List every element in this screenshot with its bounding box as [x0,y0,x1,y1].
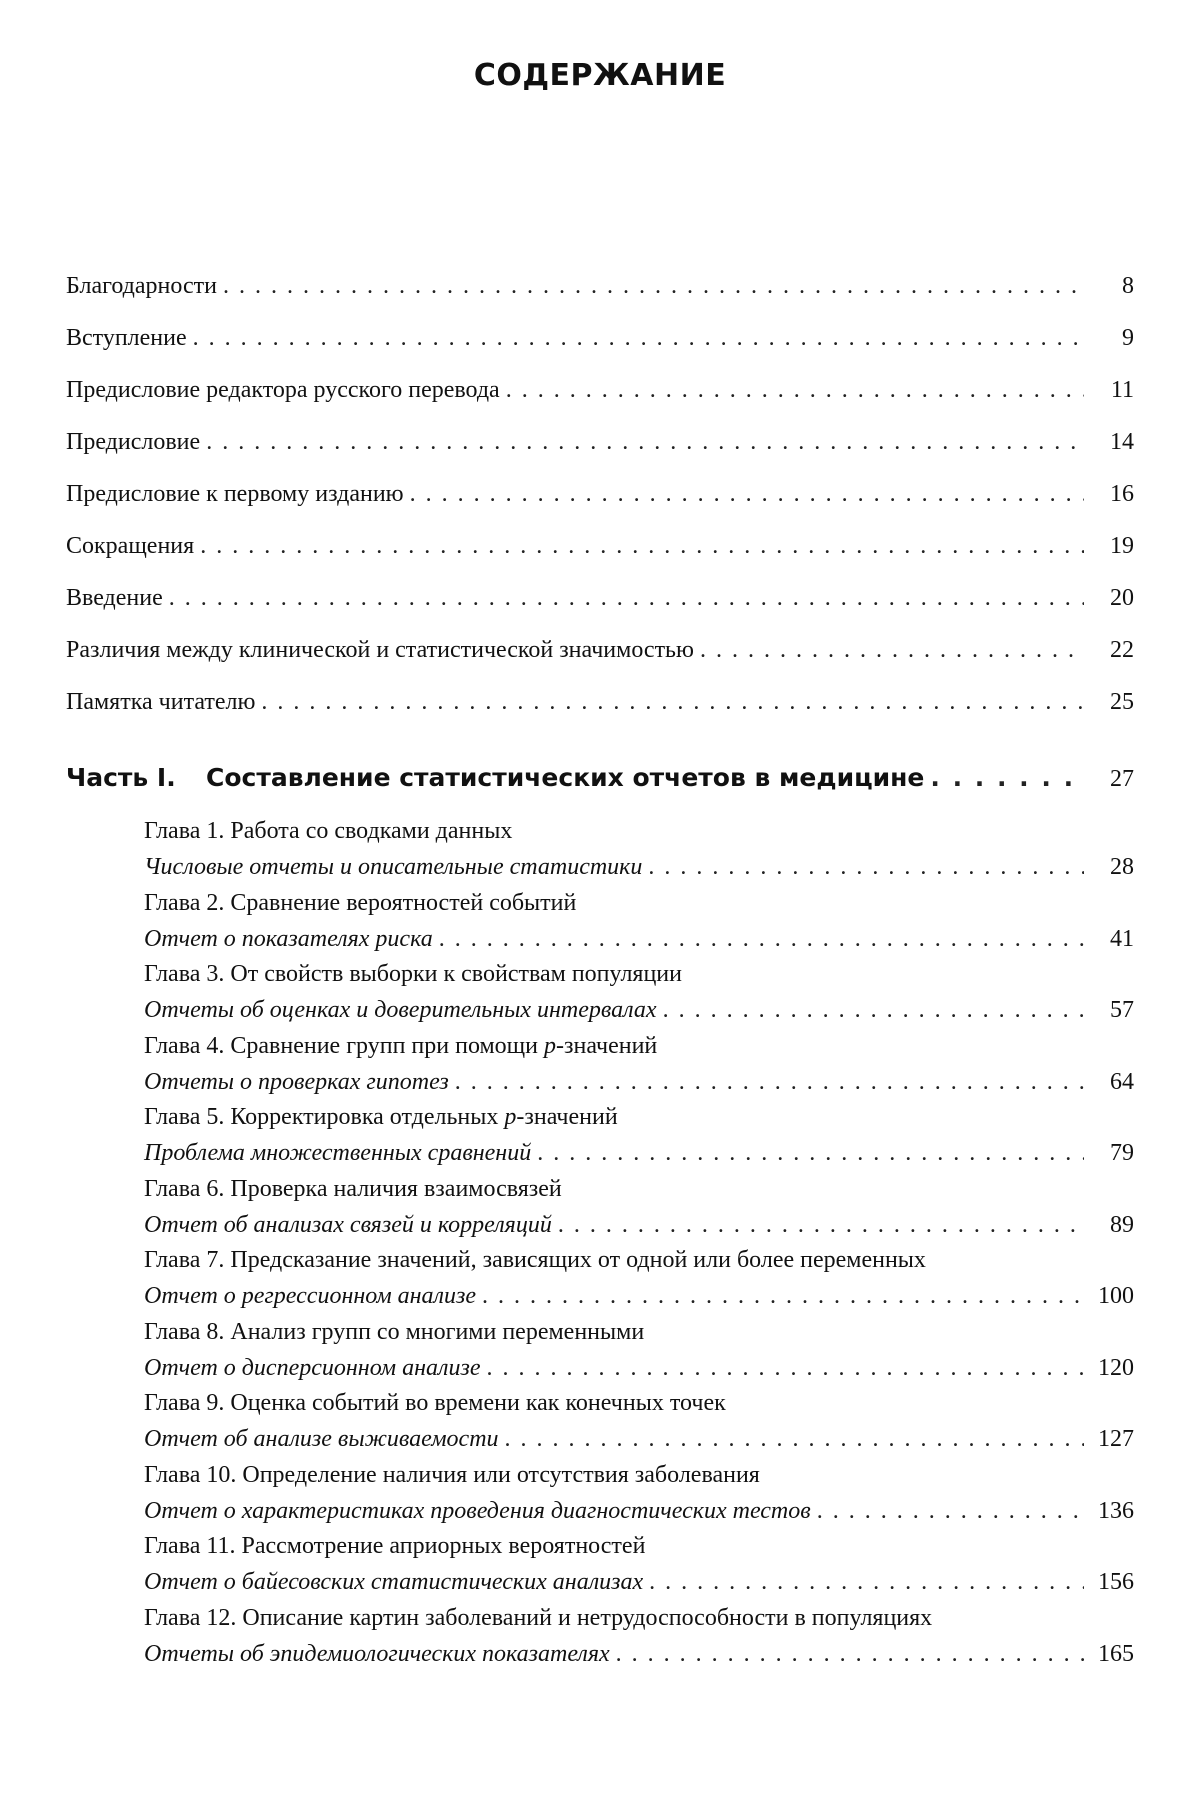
chapter-subtitle: Проблема множественных сравнений [144,1140,532,1166]
chapter-title [144,1319,644,1346]
chapter-entry [144,1212,1134,1239]
leader-dots [193,325,1084,352]
chapter-title [144,1533,645,1560]
chapter-entry [144,1569,1134,1596]
chapter-title-text: Глава 10. Определение наличия или отсутствия заболевания [144,1462,760,1488]
toc-entry-text: Памятка читателю [66,689,256,715]
leader-dots [206,429,1084,456]
part-heading-text [66,763,924,792]
chapter-page: 120 [1098,1355,1134,1381]
toc-entry-text: Введение [66,585,163,611]
leader-dots [930,763,1084,792]
toc-entry [66,637,1134,664]
leader-dots [817,1498,1084,1525]
toc-entry-text: Благодарности [66,273,217,299]
chapter-page: 100 [1098,1283,1134,1309]
toc-entry-page: 11 [1110,377,1134,403]
part-heading [66,763,1134,793]
chapter-subtitle: Отчет о показателях риска [144,926,433,952]
leader-dots [223,273,1084,300]
chapter-title [144,890,576,917]
chapter-title-text: Глава 4. Сравнение групп при помощи [144,1033,544,1059]
toc-entry [66,481,1134,508]
chapter-title [144,1247,926,1274]
toc-entry-page: 25 [1110,689,1134,715]
chapter-title [144,961,682,988]
chapter-entry [144,1641,1134,1668]
chapter-page: 28 [1110,854,1134,880]
chapter-entry [144,1140,1134,1167]
chapter-subtitle: Числовые отчеты и описательные статистики [144,854,643,880]
chapter-title-p: p [544,1033,556,1059]
chapter-entry [144,926,1134,953]
leader-dots [505,1426,1084,1453]
chapter-title-suffix: -значений [516,1104,618,1130]
toc-entry-text: Различия между клинической и статистической значимостью [66,637,694,663]
leader-dots [482,1283,1084,1310]
toc-entry-page: 14 [1110,429,1134,455]
chapter-title-text: Глава 9. Оценка событий во времени как конечных точек [144,1390,726,1416]
toc-entry-page: 22 [1110,637,1134,663]
toc-entry-page: 8 [1122,273,1134,299]
chapter-title-text: Глава 7. Предсказание значений, зависящих от одной или более переменных [144,1247,926,1273]
leader-dots [455,1069,1084,1096]
toc-entry-page: 16 [1110,481,1134,507]
chapter-subtitle: Отчет о байесовских статистических анализах [144,1569,644,1595]
leader-dots [486,1355,1084,1382]
chapter-title-p: p [504,1104,517,1130]
chapter-subtitle: Отчет об анализе выживаемости [144,1426,499,1452]
chapter-title-suffix: -значений [556,1033,658,1059]
chapter-title [144,1176,562,1203]
toc-entry-page: 20 [1110,585,1134,611]
chapter-title [144,1462,760,1489]
chapter-title [144,1033,657,1060]
chapter-subtitle: Отчет о регрессионном анализе [144,1283,477,1309]
chapter-entry [144,1355,1134,1382]
chapter-title-text: Глава 11. Рассмотрение априорных вероятностей [144,1533,646,1559]
toc-entry-page: 9 [1122,325,1134,351]
chapter-page: 156 [1098,1569,1134,1595]
chapter-title [144,1390,726,1417]
chapter-page: 127 [1098,1426,1134,1452]
chapter-title-text: Глава 1. Работа со сводками данных [144,818,513,844]
chapter-subtitle: Отчеты о проверках гипотез [144,1069,449,1095]
toc-entry [66,325,1134,352]
chapter-page: 79 [1110,1140,1134,1166]
chapter-title-text: Глава 3. От свойств выборки к свойствам популяции [144,961,682,987]
toc-entry [66,377,1134,404]
chapter-subtitle: Отчет о характеристиках проведения диагностических тестов [144,1498,811,1524]
toc-entry-text: Предисловие к первому изданию [66,481,404,507]
part-label: Часть I. [66,763,176,792]
leader-dots [261,689,1084,716]
toc-entry [66,689,1134,716]
chapter-title-text: Глава 6. Проверка наличия взаимосвязей [144,1176,562,1202]
toc-entry-text: Сокращения [66,533,195,559]
chapter-title-text: Глава 8. Анализ групп со многими переменными [144,1319,645,1345]
toc-entry [66,429,1134,456]
leader-dots [537,1140,1084,1167]
chapter-page: 165 [1098,1641,1134,1667]
toc-entry-text: Предисловие редактора русского перевода [66,377,500,403]
toc-entry [66,533,1134,560]
chapter-entry [144,854,1134,881]
chapter-subtitle: Отчеты об эпидемиологических показателях [144,1641,610,1667]
leader-dots [648,854,1084,881]
chapter-subtitle: Отчет об анализах связей и корреляций [144,1212,552,1238]
chapter-entry [144,1426,1134,1453]
toc-entry-page: 19 [1110,533,1134,559]
chapter-subtitle: Отчет о дисперсионном анализе [144,1355,481,1381]
toc-entry-text: Предисловие [66,429,201,455]
chapter-title-text: Глава 5. Корректировка отдельных [144,1104,505,1130]
chapter-title [144,818,512,845]
leader-dots [700,637,1084,664]
chapter-title-text: Глава 2. Сравнение вероятностей событий [144,890,577,916]
chapter-page: 41 [1110,926,1134,952]
chapter-subtitle: Отчеты об оценках и доверительных интервалах [144,997,657,1023]
toc-entry [66,273,1134,300]
chapter-page: 136 [1098,1498,1134,1524]
chapter-entry [144,1283,1134,1310]
chapter-entry [144,1498,1134,1525]
leader-dots [558,1212,1084,1239]
part-title: Составление статистических отчетов в медицине [206,763,925,792]
leader-dots [169,585,1084,612]
chapter-page: 89 [1110,1212,1134,1238]
leader-dots [649,1569,1084,1596]
toc-entry [66,585,1134,612]
leader-dots [200,533,1084,560]
chapter-title [144,1605,932,1632]
chapter-entry [144,1069,1134,1096]
page-title: СОДЕРЖАНИЕ [473,58,727,93]
leader-dots [410,481,1084,508]
part-page: 27 [1110,766,1134,792]
chapter-title [144,1104,618,1131]
leader-dots [616,1641,1084,1668]
chapter-page: 64 [1110,1069,1134,1095]
leader-dots [439,926,1084,953]
chapter-page: 57 [1110,997,1134,1023]
chapter-title-text: Глава 12. Описание картин заболеваний и нетрудоспособности в популяциях [144,1605,933,1631]
leader-dots [506,377,1084,404]
toc-entry-text: Вступление [66,325,187,351]
leader-dots [663,997,1084,1024]
chapter-entry [144,997,1134,1024]
